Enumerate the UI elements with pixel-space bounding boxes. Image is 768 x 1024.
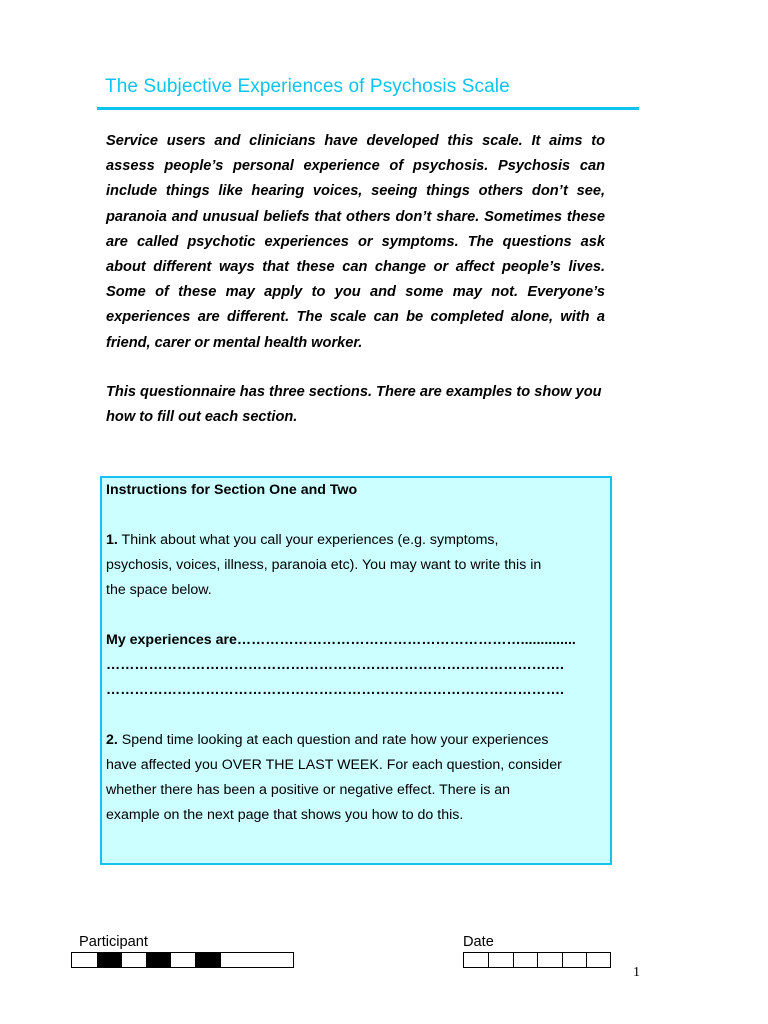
instruction-item-1-line-2: psychosis, voices, illness, paranoia etc). You may want to write this in: [106, 557, 542, 573]
instruction-number-1: 1.: [106, 532, 118, 548]
instructions-heading: Instructions for Section One and Two: [106, 482, 358, 498]
participant-id-box-filled: [147, 953, 171, 967]
participant-id-box[interactable]: [221, 953, 293, 967]
instruction-item-1-line-1: 1. Think about what you call your experiences (e.g. symptoms,: [106, 532, 499, 548]
experiences-dotted-line-2[interactable]: …………………………………………………………………………………….: [106, 682, 564, 698]
participant-label: Participant: [79, 934, 148, 950]
title-underline: [97, 107, 639, 110]
participant-id-box[interactable]: [171, 953, 196, 967]
date-label: Date: [463, 934, 494, 950]
experiences-write-in-field[interactable]: My experiences are……………………………………………………..............: [106, 632, 576, 648]
instruction-number-2: 2.: [106, 732, 118, 748]
participant-id-box-filled: [98, 953, 122, 967]
intro-paragraph: Service users and clinicians have developed this scale. It aims to assess people’s personal experience of psychosis. Psychosis can include things like hearing voices, seeing things others don’t see, paranoia and unusual beliefs that others don’t share. Sometimes these are called psychotic experiences or symptoms. The questions ask about different ways that these can change or affect people’s lives. Some of these may apply to you and some may not. Everyone’s experiences are different. The scale can be completed alone, with a friend, carer or mental health worker.: [106, 133, 605, 351]
date-boxes[interactable]: [463, 952, 611, 968]
instruction-item-2-line-4: example on the next page that shows you how to do this.: [106, 807, 464, 823]
date-digit-box[interactable]: [514, 953, 538, 967]
date-digit-box[interactable]: [464, 953, 489, 967]
participant-id-boxes[interactable]: [71, 952, 294, 968]
instruction-item-1-line-3: the space below.: [106, 582, 212, 598]
page-title: The Subjective Experiences of Psychosis Scale: [105, 76, 510, 97]
instruction-item-2-line-3: whether there has been a positive or negative effect. There is an: [106, 782, 511, 798]
instructions-box: [100, 476, 612, 865]
date-digit-box[interactable]: [538, 953, 563, 967]
date-digit-box[interactable]: [563, 953, 587, 967]
instruction-item-2-line-1: 2. Spend time looking at each question and rate how your experiences: [106, 732, 549, 748]
instruction-item-2-line-2: have affected you OVER THE LAST WEEK. For each question, consider: [106, 757, 562, 773]
page-number: 1: [633, 965, 640, 980]
participant-id-box[interactable]: [122, 953, 147, 967]
participant-id-box-filled: [196, 953, 221, 967]
date-digit-box[interactable]: [489, 953, 514, 967]
participant-id-box[interactable]: [72, 953, 98, 967]
experiences-dotted-line-1[interactable]: …………………………………………………………………………………….: [106, 657, 564, 673]
intro-paragraph-sections: This questionnaire has three sections. There are examples to show you how to fill out each section.: [106, 384, 602, 426]
date-digit-box[interactable]: [587, 953, 610, 967]
